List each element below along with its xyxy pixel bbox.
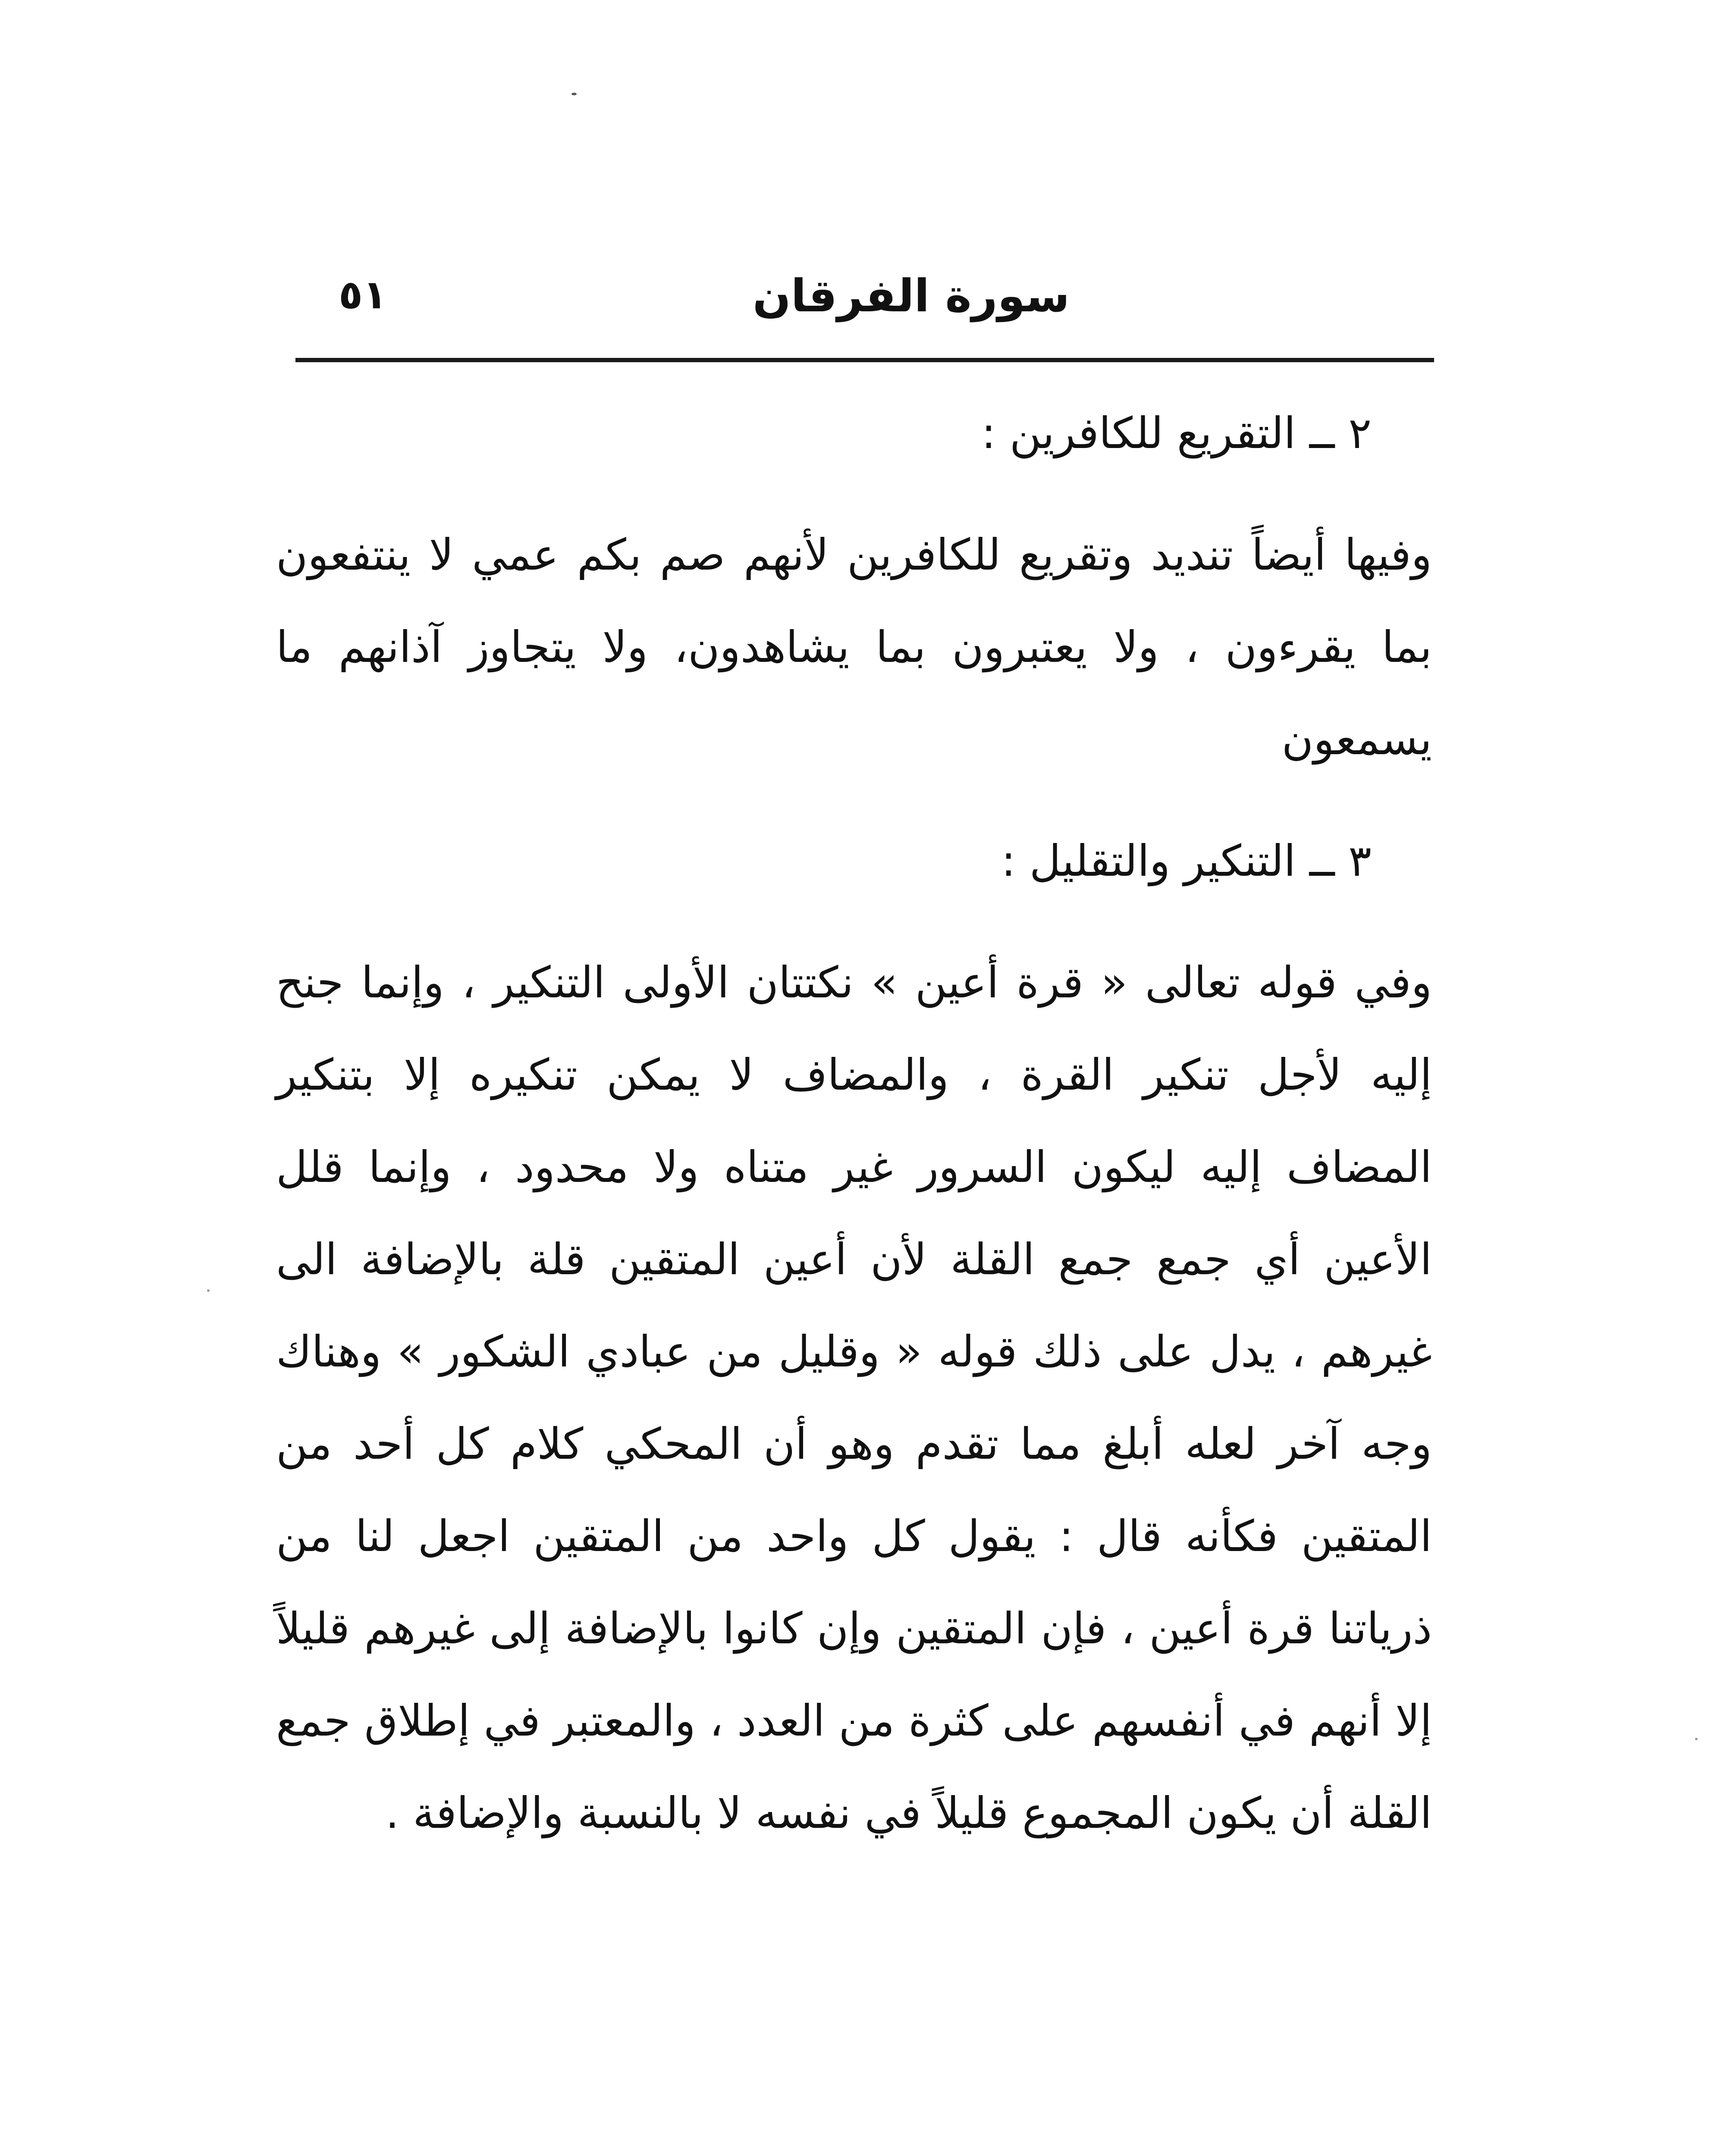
running-header xyxy=(295,259,1434,341)
page-number: ٥١ xyxy=(339,272,387,318)
scan-speck xyxy=(207,1289,210,1292)
section-paragraph-2: وفي قوله تعالى « قرة أعين » نكتتان الأولى التنكير ، وإنما جنح إليه لأجل تنكير القرة ، والمضاف لا يمكن تنكيره إلا بتنكير المضاف إليه ليكون السرور غير متناه ولا محدود ، وإنما قلل الأعين أي جمع جمع القلة لأن أعين المتقين قلة بالإضافة الى غيرهم ، يدل على ذلك قوله « وقليل من عبادي الشكور » وهناك وجه آخر لعله أبلغ مما تقدم وهو أن المحكي كلام كل أحد من المتقين فكأنه قال : يقول كل واحد من المتقين اجعل لنا من ذرياتنا قرة أعين ، فإن المتقين وإن كانوا بالإضافة إلى غيرهم قليلاً إلا أنهم في أنفسهم على كثرة من العدد ، والمعتبر في إطلاق جمع القلة أن يكون المجموع قليلاً في نفسه لا بالنسبة والإضافة . xyxy=(276,957,1432,1838)
section-heading-2: ٣ ــ التنكير والتقليل : xyxy=(1001,836,1372,886)
scan-speck xyxy=(571,93,577,95)
section-heading-1: ٢ ــ التقريع للكافرين : xyxy=(981,408,1372,458)
header-divider xyxy=(295,358,1434,362)
scan-speck xyxy=(1695,1738,1698,1740)
running-title: سورة الفرقان xyxy=(753,270,1070,322)
section-paragraph-1: وفيها أيضاً تنديد وتقريع للكافرين لأنهم صم بكم عمي لا ينتفعون بما يقرءون ، ولا يعتبرون بما يشاهدون، ولا يتجاوز آذانهم ما يسمعون xyxy=(276,530,1432,765)
body-text xyxy=(276,401,1432,1902)
